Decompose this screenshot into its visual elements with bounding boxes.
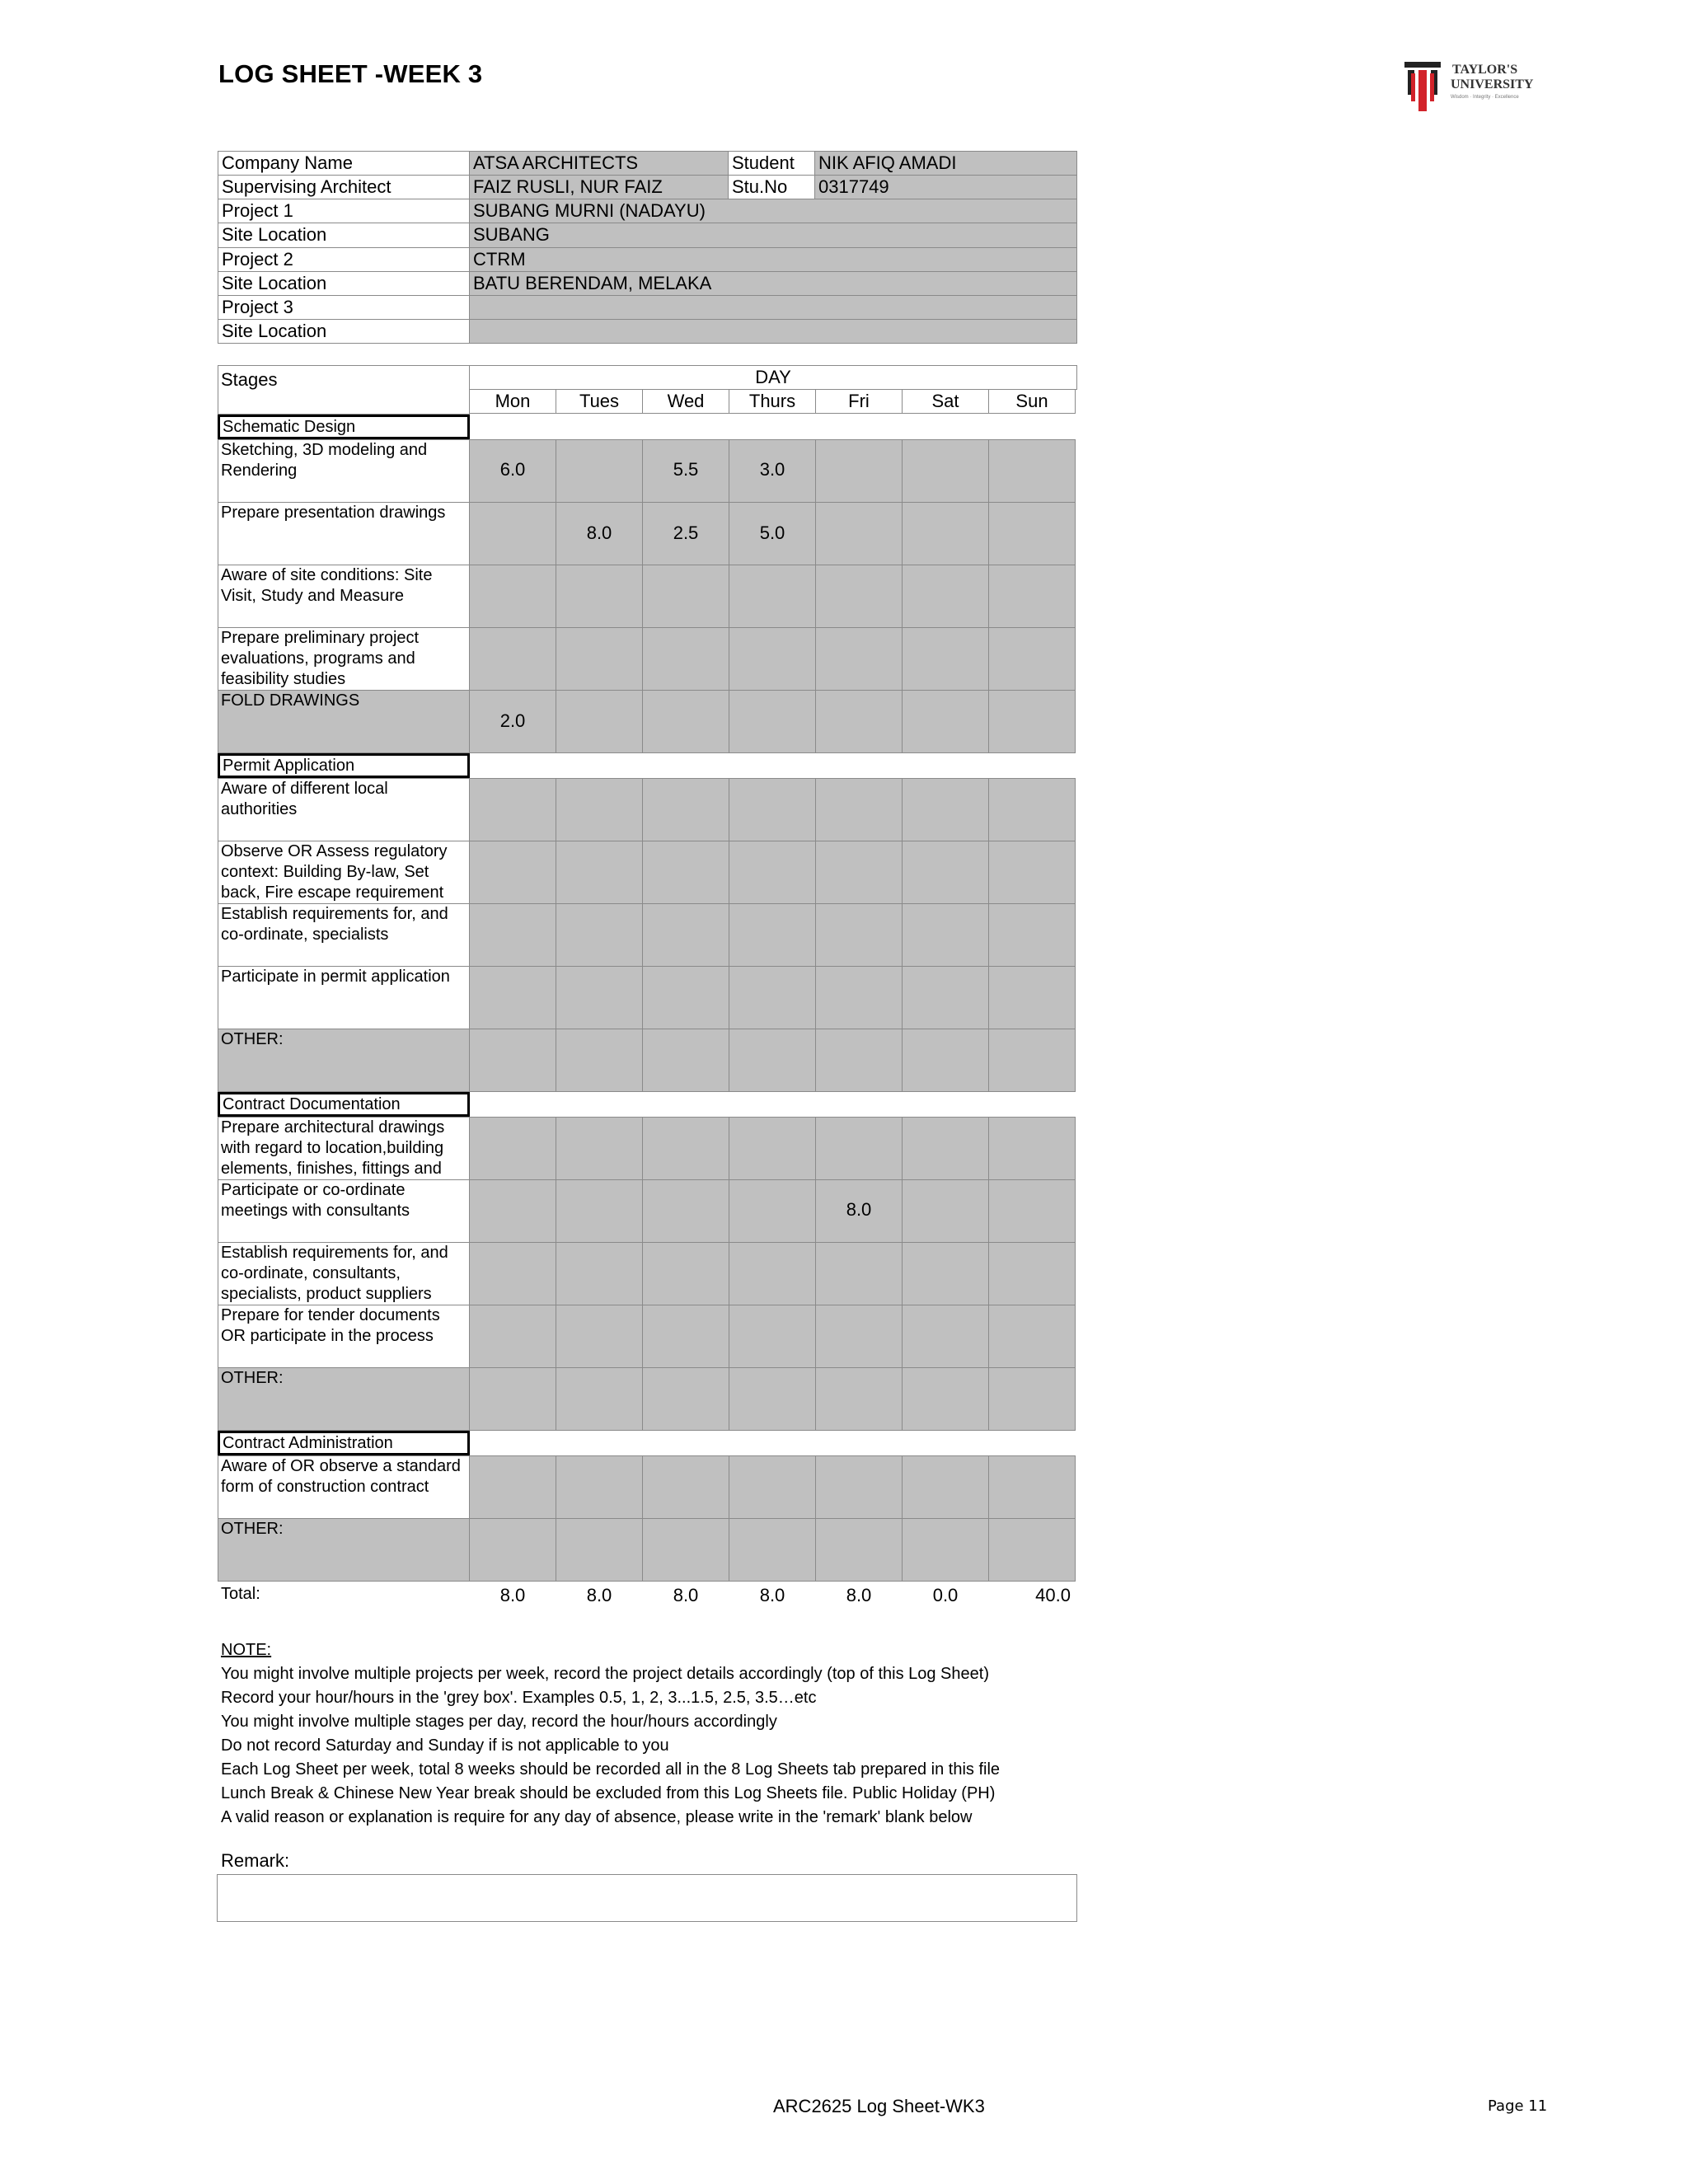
note-line: Do not record Saturday and Sunday if is not applicable to you bbox=[221, 1736, 669, 1755]
logo-text-line1: TAYLOR'S bbox=[1452, 63, 1518, 77]
hour-value: 5.0 bbox=[759, 523, 785, 543]
hour-cell[interactable] bbox=[902, 1179, 989, 1243]
project1-label: Project 1 bbox=[218, 199, 470, 223]
stage-heading: Schematic Design bbox=[218, 415, 470, 439]
total-value: 8.0 bbox=[673, 1585, 699, 1605]
stage-row-label: Observe OR Assess regulatory context: Building By-law, Set back, Fire escape requirement bbox=[221, 842, 448, 902]
site3-label: Site Location bbox=[218, 319, 470, 344]
note-line: Lunch Break & Chinese New Year break should be excluded from this Log Sheets file. Public Holiday (PH) bbox=[221, 1784, 996, 1802]
stage-row-label: Aware of site conditions: Site Visit, Study and Measure bbox=[221, 566, 433, 605]
hour-cell[interactable] bbox=[815, 1518, 903, 1582]
day-column-header: Sat bbox=[931, 391, 959, 411]
day-column-header: Sun bbox=[1015, 391, 1048, 411]
hour-cell[interactable] bbox=[556, 1029, 643, 1092]
hour-cell[interactable] bbox=[988, 627, 1076, 691]
hour-cell[interactable] bbox=[815, 1455, 903, 1519]
hour-cell[interactable] bbox=[556, 1518, 643, 1582]
hour-cell[interactable] bbox=[988, 1117, 1076, 1180]
hour-cell[interactable] bbox=[815, 1029, 903, 1092]
hour-value: 6.0 bbox=[499, 459, 526, 480]
hour-cell[interactable] bbox=[729, 690, 816, 753]
hour-value: 2.5 bbox=[673, 523, 699, 543]
hour-cell[interactable] bbox=[642, 1518, 729, 1582]
hour-cell[interactable] bbox=[729, 1242, 816, 1305]
stage-row-label: Sketching, 3D modeling and Rendering bbox=[221, 441, 428, 480]
day-column-header: Mon bbox=[495, 391, 531, 411]
stages-header: Stages bbox=[221, 369, 278, 390]
hour-cell[interactable] bbox=[729, 1367, 816, 1431]
project3-value[interactable] bbox=[469, 295, 1077, 320]
hour-cell[interactable] bbox=[988, 690, 1076, 753]
hour-cell[interactable] bbox=[642, 1117, 729, 1180]
stage-heading: Permit Application bbox=[218, 753, 470, 778]
hour-cell[interactable] bbox=[729, 1455, 816, 1519]
hour-cell[interactable] bbox=[469, 1305, 556, 1368]
hour-cell[interactable] bbox=[642, 778, 729, 841]
hour-cell[interactable] bbox=[988, 1029, 1076, 1092]
notes-title: NOTE: bbox=[221, 1641, 272, 1659]
hour-cell[interactable] bbox=[902, 565, 989, 628]
hour-cell[interactable] bbox=[902, 841, 989, 904]
stage-row-label: Establish requirements for, and co-ordinate, specialists bbox=[221, 905, 448, 944]
total-label: Total: bbox=[221, 1585, 260, 1603]
notes-block bbox=[221, 1638, 1000, 1830]
project2-label: Project 2 bbox=[218, 247, 470, 272]
day-column-header: Thurs bbox=[748, 391, 796, 411]
logo-text-line2: UNIVERSITY bbox=[1451, 77, 1534, 91]
stage-row-label: OTHER: bbox=[221, 1030, 284, 1048]
hour-cell[interactable] bbox=[815, 565, 903, 628]
hour-cell[interactable] bbox=[902, 627, 989, 691]
hour-cell[interactable] bbox=[556, 778, 643, 841]
hour-cell[interactable] bbox=[815, 1242, 903, 1305]
stage-row-label: OTHER: bbox=[221, 1520, 284, 1538]
hour-cell[interactable] bbox=[642, 1367, 729, 1431]
hour-cell[interactable] bbox=[988, 439, 1076, 503]
hour-cell[interactable] bbox=[642, 1455, 729, 1519]
hour-cell[interactable] bbox=[642, 1242, 729, 1305]
day-header: DAY bbox=[755, 367, 791, 387]
stage-heading: Contract Administration bbox=[218, 1431, 470, 1455]
student-value[interactable]: NIK AFIQ AMADI bbox=[814, 151, 1077, 176]
hour-cell[interactable] bbox=[729, 1305, 816, 1368]
footer-title: ARC2625 Log Sheet-WK3 bbox=[773, 2096, 985, 2116]
hour-value: 2.0 bbox=[499, 710, 526, 731]
total-value: 8.0 bbox=[499, 1585, 526, 1605]
hour-cell[interactable] bbox=[815, 1117, 903, 1180]
stage-row-label: FOLD DRAWINGS bbox=[221, 691, 360, 710]
hour-cell[interactable] bbox=[469, 1242, 556, 1305]
hour-value: 3.0 bbox=[759, 459, 785, 480]
hour-cell[interactable] bbox=[729, 1179, 816, 1243]
site1-label: Site Location bbox=[218, 223, 470, 248]
site2-label: Site Location bbox=[218, 271, 470, 296]
hour-cell[interactable] bbox=[988, 1518, 1076, 1582]
total-value: 0.0 bbox=[932, 1585, 959, 1605]
note-line: Each Log Sheet per week, total 8 weeks should be recorded all in the 8 Log Sheets tab prepared in this file bbox=[221, 1760, 1001, 1779]
site3-value[interactable] bbox=[469, 319, 1077, 344]
stage-row-label: Establish requirements for, and co-ordinate, consultants, specialists, product suppliers bbox=[221, 1244, 448, 1303]
hour-cell[interactable] bbox=[469, 1518, 556, 1582]
day-column-header: Fri bbox=[848, 391, 870, 411]
stage-row-label: Participate or co-ordinate meetings with consultants bbox=[221, 1181, 410, 1220]
hour-cell[interactable] bbox=[556, 439, 643, 503]
shield-icon bbox=[1404, 62, 1446, 113]
stage-row-label: Aware of different local authorities bbox=[221, 780, 388, 818]
hour-cell[interactable] bbox=[729, 1518, 816, 1582]
hour-cell[interactable] bbox=[729, 1029, 816, 1092]
hour-cell[interactable] bbox=[556, 841, 643, 904]
hour-cell[interactable] bbox=[988, 903, 1076, 967]
hour-cell[interactable] bbox=[642, 1029, 729, 1092]
company-value[interactable]: ATSA ARCHITECTS bbox=[469, 151, 729, 176]
logo-tagline: Wisdom · Integrity · Excellence bbox=[1451, 95, 1519, 100]
project2-value[interactable]: CTRM bbox=[469, 247, 1077, 272]
stage-row-label: OTHER: bbox=[221, 1369, 284, 1387]
hour-cell[interactable] bbox=[642, 1305, 729, 1368]
hour-cell[interactable] bbox=[902, 1518, 989, 1582]
stage-row-label: Participate in permit application bbox=[221, 968, 450, 986]
page-title: LOG SHEET -WEEK 3 bbox=[218, 59, 483, 88]
hour-cell[interactable] bbox=[469, 1367, 556, 1431]
hour-cell[interactable] bbox=[815, 778, 903, 841]
hour-cell[interactable] bbox=[556, 1455, 643, 1519]
total-value: 40.0 bbox=[1035, 1585, 1071, 1605]
hour-cell[interactable] bbox=[902, 690, 989, 753]
hour-value: 8.0 bbox=[846, 1199, 872, 1220]
hour-cell[interactable] bbox=[642, 690, 729, 753]
hour-cell[interactable] bbox=[729, 1117, 816, 1180]
hour-cell[interactable] bbox=[556, 1179, 643, 1243]
hour-cell[interactable] bbox=[469, 1029, 556, 1092]
hour-cell[interactable] bbox=[988, 1179, 1076, 1243]
hour-cell[interactable] bbox=[902, 903, 989, 967]
hour-cell[interactable] bbox=[902, 1117, 989, 1180]
hour-cell[interactable] bbox=[469, 502, 556, 565]
hour-cell[interactable] bbox=[988, 1242, 1076, 1305]
note-line: You might involve multiple stages per day, record the hour/hours accordingly bbox=[221, 1713, 777, 1731]
hour-cell[interactable] bbox=[729, 778, 816, 841]
hour-cell[interactable] bbox=[988, 1305, 1076, 1368]
note-line: A valid reason or explanation is require for any day of absence, please write in the 'remark' blank below bbox=[221, 1808, 973, 1826]
hour-cell[interactable] bbox=[902, 778, 989, 841]
hour-cell[interactable] bbox=[988, 565, 1076, 628]
hour-cell[interactable] bbox=[556, 627, 643, 691]
hour-cell[interactable] bbox=[469, 565, 556, 628]
hour-cell[interactable] bbox=[988, 841, 1076, 904]
hour-value: 5.5 bbox=[673, 459, 699, 480]
hour-cell[interactable] bbox=[902, 502, 989, 565]
hour-cell[interactable] bbox=[469, 1455, 556, 1519]
remark-label: Remark: bbox=[221, 1850, 290, 1871]
hour-cell[interactable] bbox=[642, 565, 729, 628]
hour-cell[interactable] bbox=[729, 841, 816, 904]
hour-cell[interactable] bbox=[469, 778, 556, 841]
stage-row-label: Prepare presentation drawings bbox=[221, 504, 446, 522]
hour-cell[interactable] bbox=[469, 966, 556, 1029]
hour-cell[interactable] bbox=[556, 903, 643, 967]
site1-value[interactable]: SUBANG bbox=[469, 223, 1077, 248]
hour-cell[interactable] bbox=[902, 1305, 989, 1368]
hour-cell[interactable] bbox=[902, 966, 989, 1029]
hour-cell[interactable] bbox=[902, 1367, 989, 1431]
hour-cell[interactable] bbox=[642, 966, 729, 1029]
hour-cell[interactable] bbox=[988, 502, 1076, 565]
hour-cell[interactable] bbox=[988, 778, 1076, 841]
hour-cell[interactable] bbox=[988, 1455, 1076, 1519]
hour-cell[interactable] bbox=[902, 1455, 989, 1519]
stuno-value[interactable]: 0317749 bbox=[814, 175, 1077, 199]
page-number: Page 11 bbox=[1488, 2097, 1548, 2115]
hour-cell[interactable] bbox=[988, 966, 1076, 1029]
hour-cell[interactable] bbox=[815, 690, 903, 753]
hour-cell[interactable] bbox=[469, 903, 556, 967]
hour-cell[interactable] bbox=[469, 841, 556, 904]
total-value: 8.0 bbox=[586, 1585, 612, 1605]
site2-value[interactable]: BATU BERENDAM, MELAKA bbox=[469, 271, 1077, 296]
project3-label: Project 3 bbox=[218, 295, 470, 320]
hour-cell[interactable] bbox=[556, 1242, 643, 1305]
total-value: 8.0 bbox=[759, 1585, 785, 1605]
hour-cell[interactable] bbox=[556, 966, 643, 1029]
hour-cell[interactable] bbox=[815, 841, 903, 904]
student-label: Student bbox=[728, 151, 815, 176]
hour-cell[interactable] bbox=[729, 565, 816, 628]
hour-cell[interactable] bbox=[902, 439, 989, 503]
stage-row-label: Prepare architectural drawings with regard to location,building elements, finishes, fittings and bbox=[221, 1118, 445, 1178]
hour-cell[interactable] bbox=[469, 1117, 556, 1180]
hour-cell[interactable] bbox=[815, 502, 903, 565]
stage-row-label: Prepare for tender documents OR participate in the process bbox=[221, 1306, 440, 1345]
hour-cell[interactable] bbox=[988, 1367, 1076, 1431]
hour-cell[interactable] bbox=[556, 565, 643, 628]
hour-cell[interactable] bbox=[642, 841, 729, 904]
stuno-label: Stu.No bbox=[728, 175, 815, 199]
project1-value[interactable]: SUBANG MURNI (NADAYU) bbox=[469, 199, 1077, 223]
hour-cell[interactable] bbox=[556, 1367, 643, 1431]
hour-cell[interactable] bbox=[642, 627, 729, 691]
hour-cell[interactable] bbox=[556, 690, 643, 753]
company-label: Company Name bbox=[218, 151, 470, 176]
hour-cell[interactable] bbox=[556, 1305, 643, 1368]
architect-value[interactable]: FAIZ RUSLI, NUR FAIZ bbox=[469, 175, 729, 199]
note-line: You might involve multiple projects per week, record the project details accordingly (top of this Log Sheet) bbox=[221, 1665, 989, 1683]
hour-cell[interactable] bbox=[815, 1367, 903, 1431]
hour-value: 8.0 bbox=[586, 523, 612, 543]
hour-cell[interactable] bbox=[815, 439, 903, 503]
hour-cell[interactable] bbox=[729, 966, 816, 1029]
hour-cell[interactable] bbox=[815, 903, 903, 967]
hour-cell[interactable] bbox=[469, 627, 556, 691]
university-logo bbox=[1404, 62, 1536, 116]
day-column-header: Tues bbox=[579, 391, 620, 411]
note-line: Record your hour/hours in the 'grey box'. Examples 0.5, 1, 2, 3...1.5, 2.5, 3.5…etc bbox=[221, 1689, 817, 1707]
project-info-table bbox=[218, 151, 1077, 343]
total-value: 8.0 bbox=[846, 1585, 872, 1605]
architect-label: Supervising Architect bbox=[218, 175, 470, 199]
stage-row-label: Prepare preliminary project evaluations, programs and feasibility studies bbox=[221, 629, 420, 688]
stage-row-label: Aware of OR observe a standard form of construction contract bbox=[221, 1457, 461, 1496]
daily-log-table bbox=[218, 365, 1077, 1605]
hour-cell[interactable] bbox=[729, 903, 816, 967]
hour-cell[interactable] bbox=[556, 1117, 643, 1180]
hour-cell[interactable] bbox=[642, 903, 729, 967]
remark-field[interactable] bbox=[217, 1874, 1077, 1922]
day-column-header: Wed bbox=[667, 391, 705, 411]
hour-cell[interactable] bbox=[469, 1179, 556, 1243]
stage-heading: Contract Documentation bbox=[218, 1092, 470, 1117]
hour-cell[interactable] bbox=[642, 1179, 729, 1243]
hour-cell[interactable] bbox=[902, 1029, 989, 1092]
hour-cell[interactable] bbox=[815, 1305, 903, 1368]
hour-cell[interactable] bbox=[815, 966, 903, 1029]
hour-cell[interactable] bbox=[729, 627, 816, 691]
hour-cell[interactable] bbox=[815, 627, 903, 691]
hour-cell[interactable] bbox=[902, 1242, 989, 1305]
